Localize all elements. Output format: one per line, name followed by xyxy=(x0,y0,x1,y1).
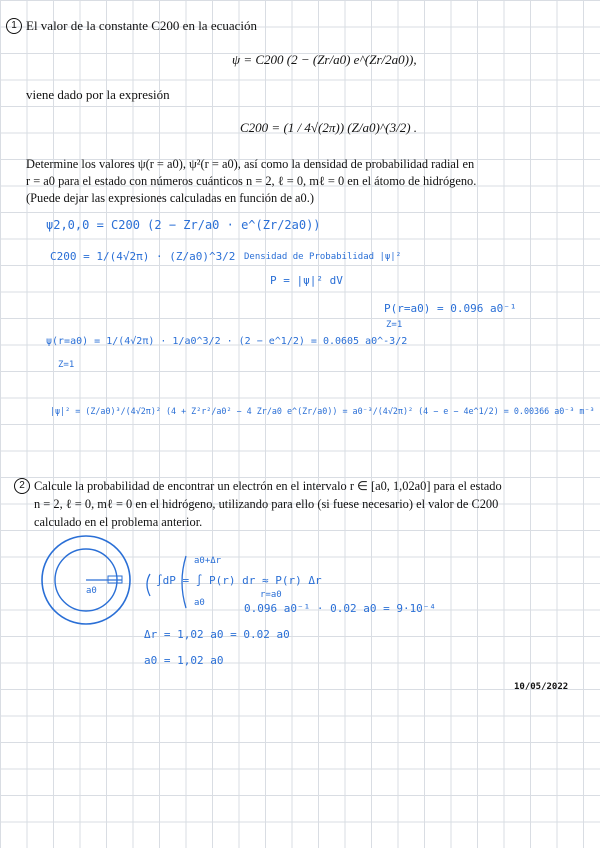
equation-psi: ψ = C200 (2 − (Zr/a0) e^(Zr/2a0)), xyxy=(232,52,417,67)
hw-r-eq: r=a0 xyxy=(260,590,282,600)
hw-psi-z: Z=1 xyxy=(58,360,75,370)
hw-density-label: Densidad de Probabilidad |ψ|² xyxy=(244,252,402,262)
hw-prob-z: Z=1 xyxy=(386,320,403,330)
hw-psi-definition: ψ2,0,0 = C200 (2 − Zr/a0 · e^(Zr/2a0)) xyxy=(46,218,321,232)
hw-integral: ∫dP = ∫ P(r) dr ≈ P(r) Δr xyxy=(156,574,322,587)
hw-integral-sign-1 xyxy=(147,574,150,596)
problem1-task-line1: Determine los valores ψ(r = a0), ψ²(r = a0), así como la densidad de probabilidad radial en xyxy=(26,157,475,171)
hw-integral-upper: a0+Δr xyxy=(194,556,222,566)
problem-number-1: 1 xyxy=(6,18,22,34)
problem1-given-by: viene dado por la expresión xyxy=(26,87,170,102)
hw-integral-lower: a0 xyxy=(194,598,205,608)
problem2-task-line2: n = 2, ℓ = 0, mℓ = 0 en el hidrógeno, utilizando para ello (si fuese necesario) el valor de C200 xyxy=(34,497,499,511)
hw-delta-r: Δr = 1,02 a0 = 0.02 a0 xyxy=(144,628,290,641)
problem1-task-line3: (Puede dejar las expresiones calculadas en función de a0.) xyxy=(26,191,314,205)
date-stamp: 10/05/2022 xyxy=(514,682,569,692)
problem2-task-line3: calculado en el problema anterior. xyxy=(34,515,203,529)
problem1-task-line2: r = a0 para el estado con números cuánticos n = 2, ℓ = 0, mℓ = 0 en el átomo de hidrógeno. xyxy=(26,174,477,188)
hw-c200-definition: C200 = 1/(4√2π) · (Z/a0)^3/2 xyxy=(50,250,236,263)
hw-circle-label: a0 xyxy=(86,586,97,596)
problem1-intro: El valor de la constante C200 en la ecuación xyxy=(26,18,258,33)
hw-psi-value: ψ(r=a0) = 1/(4√2π) · 1/a0^3/2 · (2 − e^1/2) = 0.0605 a0^-3/2 xyxy=(46,336,408,347)
hw-a0-value: a0 = 1,02 a0 xyxy=(144,654,224,667)
problem2-task-line1: Calcule la probabilidad de encontrar un electrón en el intervalo r ∈ [a0, 1,02a0] para el estado xyxy=(34,479,502,493)
hw-psi-squared: |ψ|² = (Z/a0)³/(4√2π)² (4 + Z²r²/a0² − 4 Zr/a0 e^(Zr/a0)) = a0⁻³/(4√2π)² (4 − e − 4e^1/2) = 0.00366 a0⁻³ m⁻³ xyxy=(50,406,595,416)
hw-numeric-result: 0.096 a0⁻¹ · 0.02 a0 = 9·10⁻⁴ xyxy=(244,602,437,615)
hw-prob-result: P(r=a0) = 0.096 a0⁻¹ xyxy=(384,302,517,315)
equation-c200: C200 = (1 / 4√(2π)) (Z/a0)^(3/2) . xyxy=(240,120,418,135)
problem-number-2: 2 xyxy=(14,478,30,494)
hw-density-formula: P = |ψ|² dV xyxy=(270,274,343,287)
